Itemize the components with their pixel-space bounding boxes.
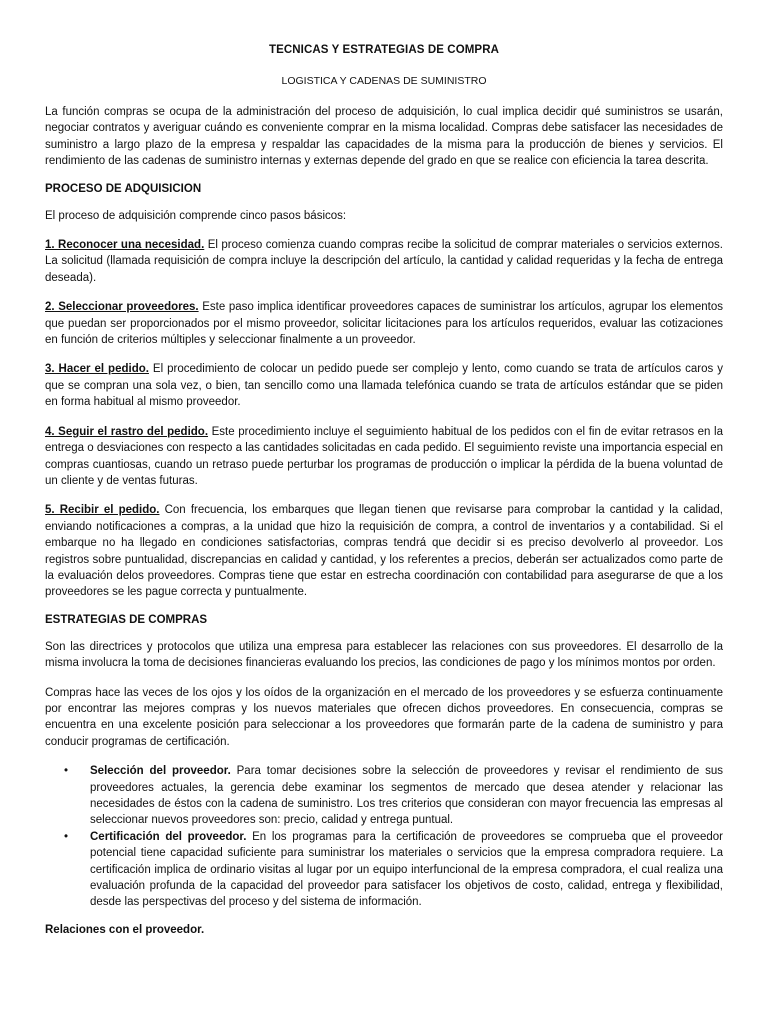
step-text: Este procedimiento incluye el seguimiento habitual de los pedidos con el fin de evitar retrasos en la entrega o desviaciones con respecto a las cantidades solicitadas en cada pedido. El seguimiento reviste una importancia especial en compras cuantiosas, cuando un retraso puede perturbar los programas de producción o implicar la pérdida de la buena voluntad de un cliente y de ventas futuras. (45, 425, 723, 487)
bullet-text: Para tomar decisiones sobre la selección de proveedores y revisar el rendimiento de sus proveedores actuales, la gerencia debe examinar los segmentos de mercado que desea atender y relacionar las necesidades de éstos con la cadena de suministro. Los tres criterios que consideran con mayor frecuencia las empresas al seleccionar nuevos proveedores son: precio, calidad y entrega puntual. (90, 765, 723, 827)
section-heading-relaciones: Relaciones con el proveedor. (45, 923, 205, 936)
step-paragraph (45, 424, 723, 490)
step-text: Este paso implica identificar proveedores capaces de suministrar los artículos, agrupar los elementos que puedan ser proporcionados por el mismo proveedor, solicitar licitaciones para los artículos requeridos, evaluar las cotizaciones en función de criterios múltiples y seleccionar finalmente a un proveedor. (45, 301, 723, 347)
step-label: 2. Seleccionar proveedores. (45, 301, 199, 314)
step-paragraph (45, 361, 723, 410)
section-intro-paragraph: El proceso de adquisición comprende cinco pasos básicos: (45, 209, 347, 222)
bullet-item (45, 829, 723, 911)
document-title: TECNICAS Y ESTRATEGIAS DE COMPRA (268, 44, 500, 56)
strategies-paragraph-1: Son las directrices y protocolos que utiliza una empresa para establecer las relaciones con sus proveedores. El desarrollo de la misma involucra la toma de decisiones financieras evaluando los precios, las condiciones de pago y los mínimos montos por orden. (45, 640, 723, 670)
bullet-text: En los programas para la certificación de proveedores se comprueba que el proveedor potencial tiene capacidad suficiente para suministrar los materiales o servicios que la empresa compradora requiere. La certificación implica de ordinario visitas al lugar por un equipo interfuncional de la empresa compradora, el cual realiza una evaluación profunda de la capacidad del proveedor para satisfacer los objetivos de costo, calidad, entrega y flexibilidad, desde las perspectivas del proceso y del sistema de información. (90, 830, 723, 909)
step-label: 3. Hacer el pedido. (45, 363, 149, 376)
step-label: 4. Seguir el rastro del pedido. (45, 425, 209, 438)
step-text: El proceso comienza cuando compras recibe la solicitud de comprar materiales o servicios externos. La solicitud (llamada requisición de compra incluye la descripción del artículo, la cantidad y calidad requeridas y la fecha de entrega deseada). (45, 239, 723, 284)
bullet-label: Certificación del proveedor. (90, 830, 247, 843)
step-label: 1. Reconocer una necesidad. (45, 239, 205, 252)
step-text: Con frecuencia, los embarques que llegan tienen que revisarse para comprobar la cantidad y la calidad, enviando notificaciones a compras, a la unidad que hizo la requisición de compra, a control de inventarios y a contabilidad. Si el embarque no ha llegado en condiciones satisfactorias, compras tendrá que decidir si es preciso devolverlo al proveedor. Los registros sobre puntualidad, discrepancias en calidad y cantidad, y los referentes a precios, deberán ser actualizados como parte de la evaluación delos proveedores. Compras tiene que estar en estrecha coordinación con contabilidad para asegurarse de que a los proveedores se les pague correcta y puntualmente. (45, 504, 724, 599)
section-heading-adquisicion: PROCESO DE ADQUISICION (45, 182, 202, 195)
document-subtitle: LOGISTICA Y CADENAS DE SUMINISTRO (281, 75, 487, 87)
bullet-item (45, 763, 723, 829)
bullet-icon: • (64, 765, 69, 778)
bullet-label: Selección del proveedor. (90, 765, 231, 778)
document-page (45, 44, 723, 949)
step-text: El procedimiento de colocar un pedido puede ser complejo y lento, como cuando se trata de artículos caros y que se compran una sola vez, o bien, tan sencillo como una llamada telefónica cuando se trata de artículos estándar que se piden en forma habitual al mismo proveedor. (45, 363, 723, 409)
strategies-paragraph-2: Compras hace las veces de los ojos y los oídos de la organización en el mercado de los proveedores y se esfuerza continuamente por encontrar las mejores compras y los nuevos materiales que ofrecen dichos proveedores. En consecuencia, compras se encuentra en una excelente posición para seleccionar a los proveedores que formarán parte de la cadena de suministro y para conducir programas de certificación. (45, 686, 723, 748)
step-label: 5. Recibir el pedido. (45, 504, 160, 517)
step-paragraph (45, 502, 723, 600)
section-heading-estrategias: ESTRATEGIAS DE COMPRAS (45, 613, 208, 626)
bullet-icon: • (64, 830, 69, 843)
intro-paragraph: La función compras se ocupa de la administración del proceso de adquisición, lo cual implica decidir qué suministros se usarán, negociar contratos y averiguar cuándo es conveniente comprar en la misma localidad. Compras debe satisfacer las necesidades de suministro a largo plazo de la empresa y respaldar las capacidades de la misma para la producción de bienes y servicios. El rendimiento de las cadenas de suministro internas y externas depende del grado en que se realice con eficiencia la tarea descrita. (45, 106, 723, 168)
step-paragraph (45, 299, 723, 348)
bullet-list (45, 763, 723, 911)
step-paragraph (45, 237, 723, 286)
